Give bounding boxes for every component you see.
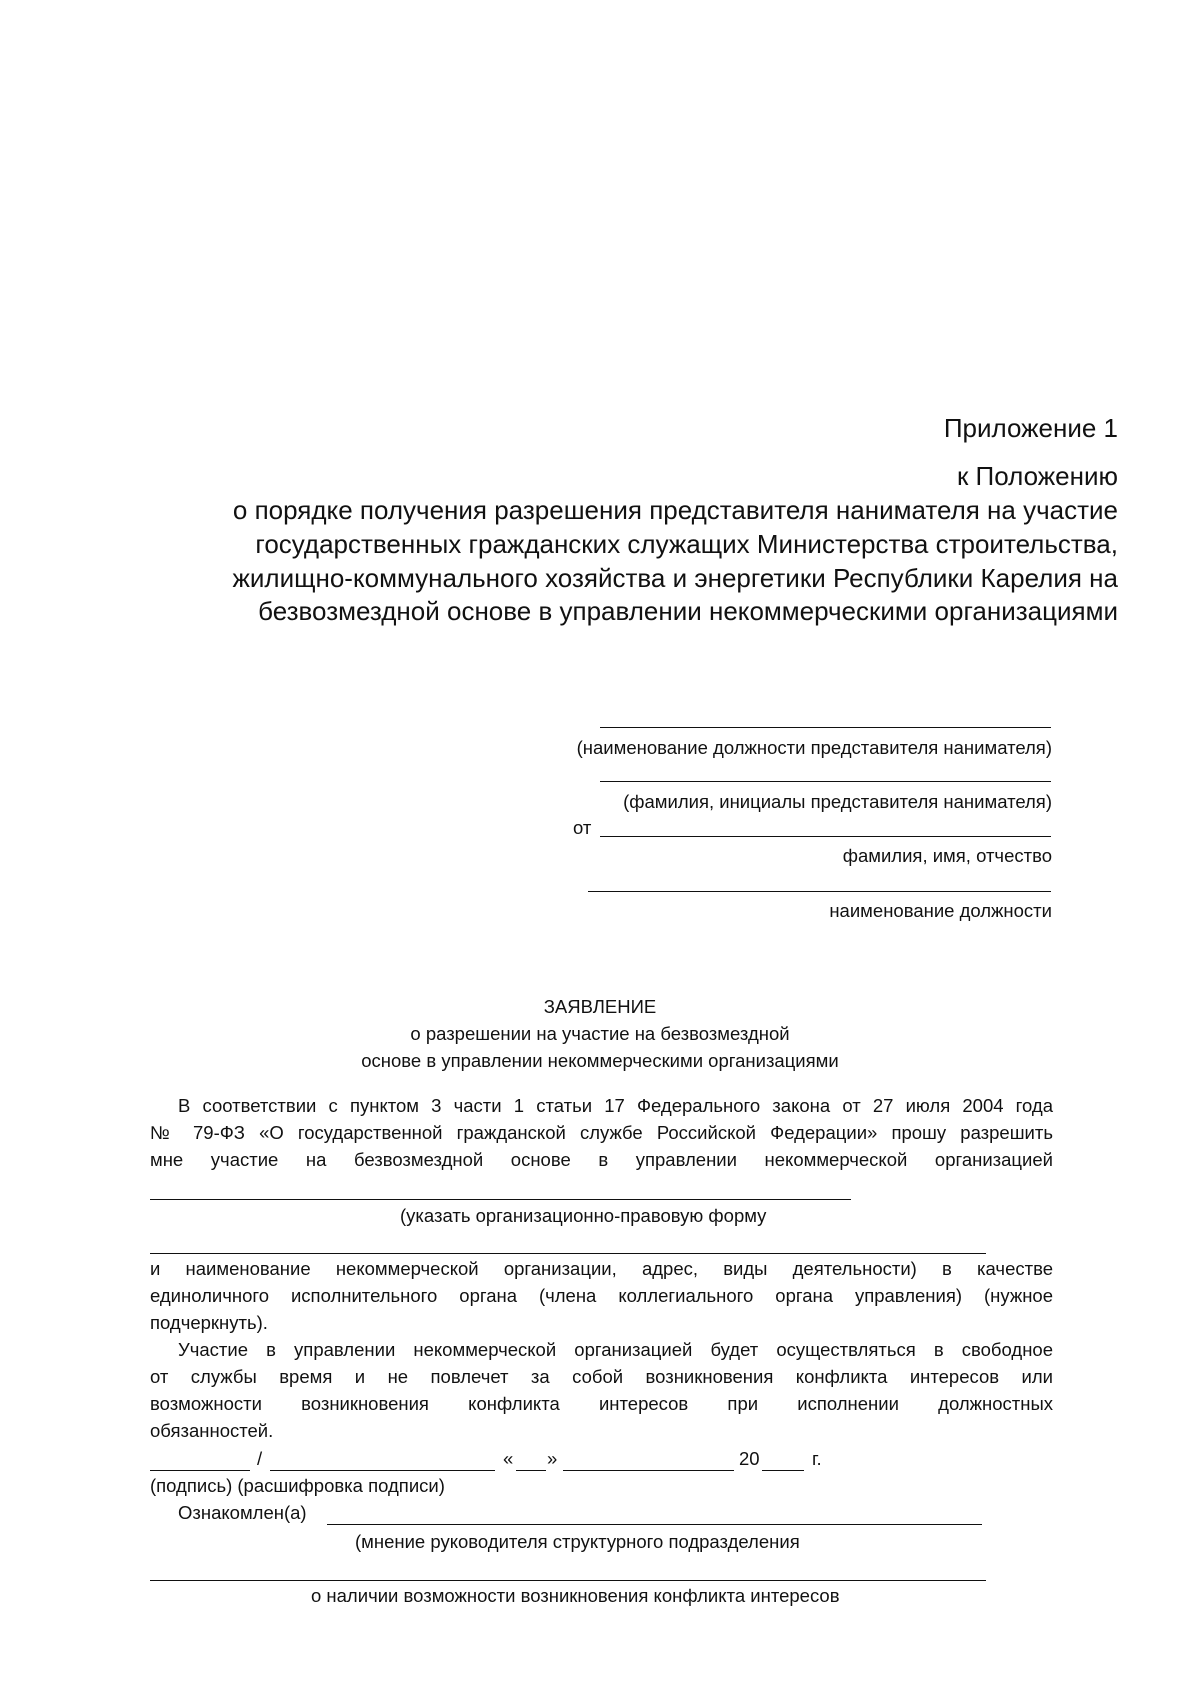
paragraph-line: от службы время и не повлечет за собой возникновения конфликта интересов или	[150, 1366, 1053, 1387]
addressee-position-caption: (наименование должности представителя нанимателя)	[576, 737, 1052, 758]
acknowledged-line	[327, 1524, 982, 1525]
appendix-title-line: жилищно-коммунального хозяйства и энергетики Республики Карелия на	[232, 563, 1118, 593]
applicant-fio-caption: фамилия, имя, отчество	[842, 845, 1052, 866]
signature-slash: /	[257, 1448, 263, 1469]
appendix-number: Приложение 1	[943, 413, 1118, 443]
appendix-to-regulation: к Положению	[956, 461, 1118, 491]
org-form-caption: (указать организационно-правовую форму	[400, 1205, 767, 1226]
addressee-name-line	[600, 781, 1051, 782]
statement-subheading: основе в управлении некоммерческими организациями	[361, 1050, 839, 1071]
statement-heading: ЗАЯВЛЕНИЕ	[543, 996, 657, 1017]
addressee-position-line	[600, 727, 1051, 728]
signature-line	[150, 1470, 250, 1471]
paragraph-line: Участие в управлении некоммерческой организацией будет осуществляться в свободное	[178, 1339, 1053, 1360]
appendix-title-line: о порядке получения разрешения представителя нанимателя на участие	[232, 495, 1118, 525]
signature-caption: (подпись) (расшифровка подписи)	[150, 1475, 445, 1496]
from-label: от	[573, 817, 592, 838]
org-form-line	[150, 1199, 851, 1200]
appendix-title-line: государственных гражданских служащих Министерства строительства,	[255, 529, 1118, 559]
paragraph-line: единоличного исполнительного органа (члена коллегиального органа управления) (нужное	[150, 1285, 1053, 1306]
date-year-line	[762, 1470, 804, 1471]
paragraph-line: подчеркнуть).	[150, 1312, 268, 1333]
applicant-job-caption: наименование должности	[829, 900, 1052, 921]
applicant-job-line	[588, 891, 1051, 892]
conflict-caption: о наличии возможности возникновения конфликта интересов	[311, 1585, 840, 1606]
date-quote-open: «	[503, 1448, 514, 1469]
date-year-suffix: г.	[812, 1448, 822, 1469]
paragraph-line: № 79-ФЗ «О государственной гражданской службе Российской Федерации» прошу разрешить	[150, 1122, 1053, 1143]
paragraph-line: и наименование некоммерческой организации, адрес, виды деятельности) в качестве	[150, 1258, 1053, 1279]
paragraph-line: мне участие на безвозмездной основе в управлении некоммерческой организацией	[150, 1149, 1053, 1170]
paragraph-line: возможности возникновения конфликта интересов при исполнении должностных	[150, 1393, 1053, 1414]
date-year-prefix: 20	[739, 1448, 760, 1469]
applicant-fio-line	[600, 836, 1051, 837]
date-day-line	[516, 1470, 546, 1471]
acknowledged-label: Ознакомлен(а)	[178, 1502, 307, 1523]
date-quote-close: »	[547, 1448, 558, 1469]
manager-opinion-caption: (мнение руководителя структурного подразделения	[355, 1531, 800, 1552]
appendix-title-line: безвозмездной основе в управлении некоммерческими организациями	[258, 596, 1118, 626]
date-month-line	[563, 1470, 734, 1471]
addressee-name-caption: (фамилия, инициалы представителя нанимателя)	[623, 791, 1052, 812]
org-name-line	[150, 1253, 986, 1254]
paragraph-line: обязанностей.	[150, 1420, 274, 1441]
statement-subheading: о разрешении на участие на безвозмездной	[410, 1023, 790, 1044]
paragraph-line: В соответствии с пунктом 3 части 1 статьи 17 Федерального закона от 27 июля 2004 года	[178, 1095, 1053, 1116]
manager-opinion-line	[150, 1580, 986, 1581]
signature-decode-line	[270, 1470, 495, 1471]
